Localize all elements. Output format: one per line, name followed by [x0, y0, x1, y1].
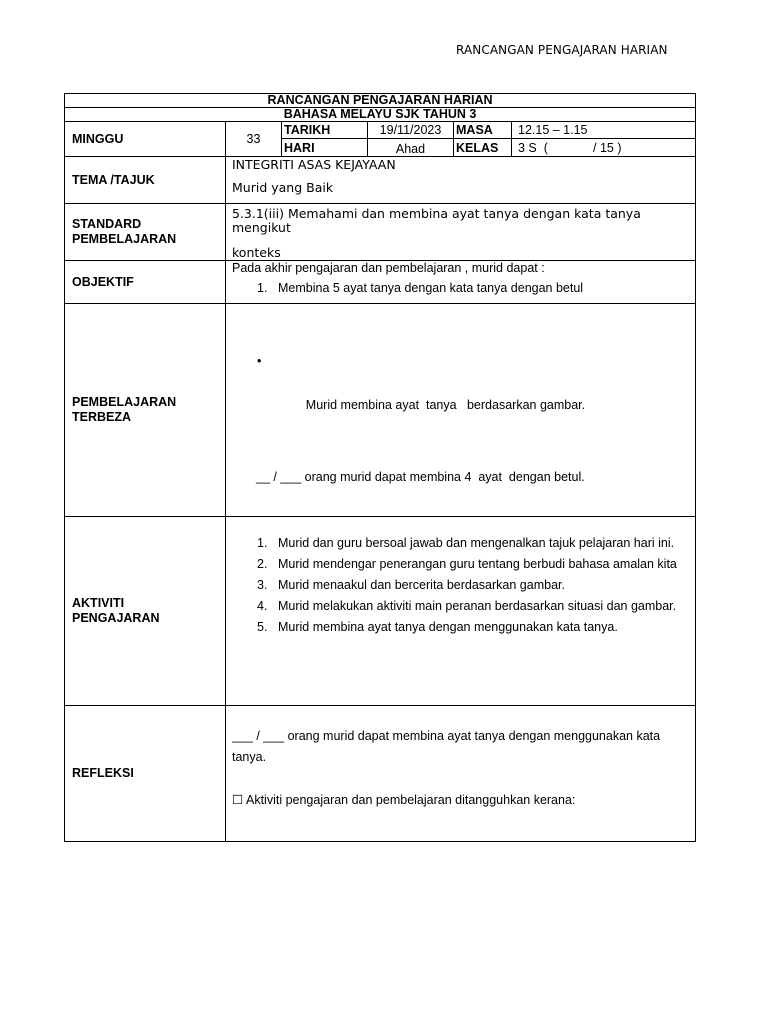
document-title: RANCANGAN PENGAJARAN HARIAN: [65, 94, 696, 108]
standard-label-line-2: PEMBELAJARAN: [72, 232, 177, 246]
refleksi-label: REFLEKSI: [65, 706, 226, 842]
bullet-icon: •: [257, 354, 262, 368]
kelas-label: KELAS: [454, 139, 512, 157]
subtitle-row: [65, 108, 696, 122]
aktiviti-label-line-1: AKTIVITI: [72, 596, 125, 610]
terbeza-label: [65, 304, 226, 517]
list-item-text: Murid menaakul dan bercerita berdasarkan gambar.: [278, 578, 565, 592]
list-item-text: Murid mendengar penerangan guru tentang berbudi bahasa amalan kita: [278, 557, 677, 571]
tarikh-label: TARIKH: [282, 122, 368, 139]
standard-row: [65, 204, 696, 261]
aktiviti-content: [226, 517, 696, 706]
aktiviti-label: [65, 517, 226, 706]
objektif-label: OBJEKTIF: [65, 261, 226, 304]
masa-label: MASA: [454, 122, 512, 139]
list-item-number: 5.: [257, 620, 268, 634]
list-item-number: 4.: [257, 599, 268, 613]
refleksi-row: [65, 706, 696, 842]
list-item: [232, 275, 695, 301]
refleksi-line-2: ☐ Aktiviti pengajaran dan pembelajaran ditangguhkan kerana:: [232, 793, 576, 807]
terbeza-bullet-text: Murid membina ayat tanya berdasarkan gambar.: [305, 398, 586, 412]
list-item: [232, 575, 691, 596]
list-item-text: Membina 5 ayat tanya dengan kata tanya dengan betul: [278, 281, 584, 295]
standard-label: [65, 204, 226, 261]
standard-label-line-1: STANDARD: [72, 217, 142, 231]
minggu-label: MINGGU: [65, 122, 226, 157]
info-row-1: [65, 122, 696, 139]
tarikh-value: 19/11/2023: [368, 122, 454, 139]
title-row: [65, 94, 696, 108]
list-item: [232, 554, 691, 575]
terbeza-bullet: [232, 350, 695, 438]
list-item-text: Murid melakukan aktiviti main peranan berdasarkan situasi dan gambar.: [278, 599, 677, 613]
tema-label: TEMA /TAJUK: [65, 157, 226, 204]
list-item: [232, 617, 691, 638]
terbeza-label-line-1: PEMBELAJARAN: [72, 395, 177, 409]
objektif-list: [232, 275, 695, 301]
hari-label: HARI: [282, 139, 368, 157]
list-item-text: Murid dan guru bersoal jawab dan mengenalkan tajuk pelajaran hari ini.: [278, 536, 675, 550]
aktiviti-label-line-2: PENGAJARAN: [72, 611, 160, 625]
objektif-intro: Pada akhir pengajaran dan pembelajaran , murid dapat :: [232, 261, 545, 275]
terbeza-row: [65, 304, 696, 517]
lesson-plan-table: [64, 93, 696, 842]
tema-row: [65, 157, 696, 204]
standard-content: [226, 204, 696, 261]
tema-line-1: INTEGRITI ASAS KEJAYAAN: [232, 157, 396, 172]
list-item-text: Murid membina ayat tanya dengan menggunakan kata tanya.: [278, 620, 618, 634]
aktiviti-row: [65, 517, 696, 706]
list-item-number: 1.: [257, 536, 268, 550]
masa-value: 12.15 – 1.15: [512, 122, 696, 139]
tema-content: [226, 157, 696, 204]
terbeza-label-line-2: TERBEZA: [72, 410, 132, 424]
aktiviti-list: [232, 533, 691, 638]
terbeza-content: [226, 304, 696, 517]
list-item: [232, 596, 691, 617]
list-item-number: 1.: [257, 281, 268, 295]
kelas-value: 3 S ( / 15 ): [512, 139, 696, 157]
document-subtitle: BAHASA MELAYU SJK TAHUN 3: [65, 108, 696, 122]
standard-line-1: 5.3.1(iii) Memahami dan membina ayat tanya dengan kata tanya mengikut: [232, 206, 641, 235]
minggu-value: 33: [226, 122, 282, 157]
list-item-number: 3.: [257, 578, 268, 592]
standard-line-2: konteks: [232, 245, 281, 260]
refleksi-line-1: ___ / ___ orang murid dapat membina ayat tanya dengan menggunakan kata tanya.: [232, 729, 661, 764]
running-header: RANCANGAN PENGAJARAN HARIAN: [456, 43, 668, 57]
hari-value: Ahad: [368, 139, 454, 157]
tema-line-2: Murid yang Baik: [232, 180, 334, 195]
list-item-number: 2.: [257, 557, 268, 571]
list-item: [232, 533, 691, 554]
objektif-row: [65, 261, 696, 304]
objektif-content: [226, 261, 696, 304]
terbeza-line-2: __ / ___ orang murid dapat membina 4 ayat dengan betul.: [256, 470, 585, 484]
refleksi-content: [226, 706, 696, 842]
